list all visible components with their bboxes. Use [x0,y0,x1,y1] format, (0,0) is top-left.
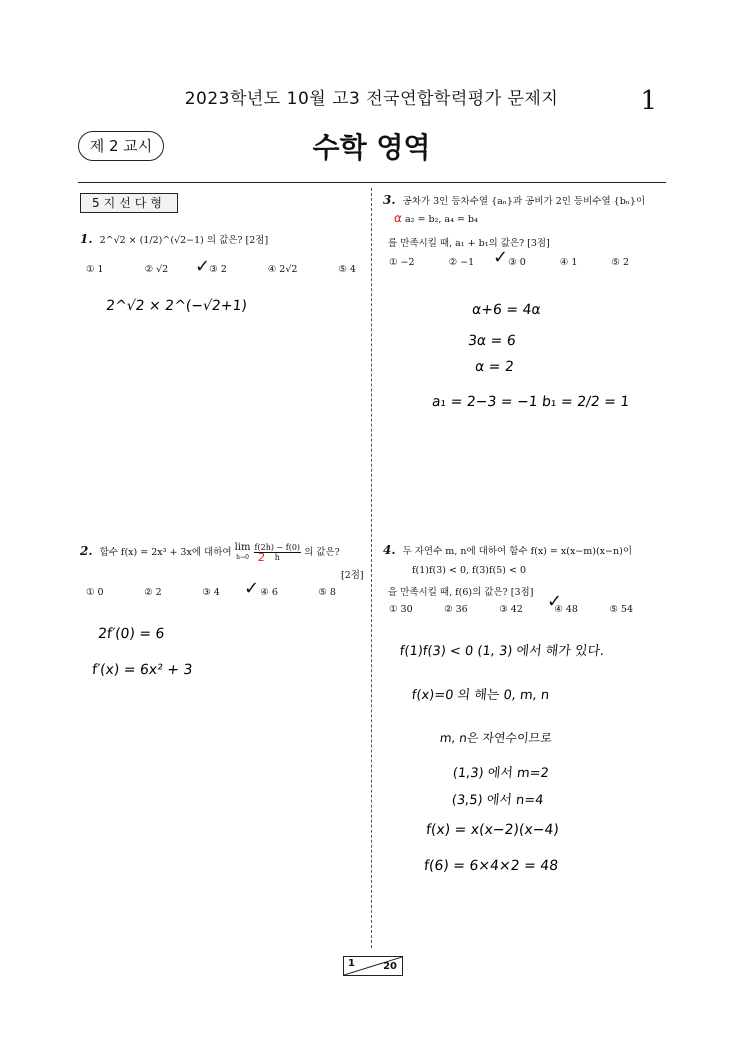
choice[interactable]: ① 0 [86,587,104,598]
choice[interactable]: ⑤ 54 [609,604,633,615]
question-3-stem-line3: 를 만족시킬 때, a₁ + b₁의 값은? [3점] [388,238,550,249]
current-page: 1 [348,958,355,969]
choice[interactable]: ⑤ 4 [338,264,356,275]
question-4-number: 4. [383,543,396,557]
question-1-expr: 2^√2 × (1/2)^(√2−1) [99,235,204,246]
limit-word: lim [234,542,251,553]
question-4-stem-line3: 을 만족시킬 때, f(6)의 값은? [3점] [388,587,534,598]
handwritten-work: (3,5) 에서 n=4 [451,793,545,808]
question-1-suffix: 의 값은? [2점] [206,235,269,246]
choice[interactable]: ① 1 [86,264,104,275]
question-4-stem [383,543,632,557]
red-annotation: α [393,211,403,225]
choice[interactable]: ⑤ 2 [611,257,629,268]
choice[interactable]: ⑤ 8 [318,587,336,598]
choice[interactable]: ② −1 [448,257,475,268]
limit-subscript: h→0 [236,554,249,561]
column-divider [371,188,373,948]
handwritten-work: f(1)f(3) < 0 (1, 3) 에서 해가 있다. [399,644,605,659]
question-2-number: 2. [80,544,93,558]
choice[interactable]: ④ 2√2 [267,264,298,275]
handwritten-work: f′(x) = 6x² + 3 [91,662,194,678]
handwritten-work: α+6 = 4α [471,302,542,318]
choice[interactable]: ④ 48 [554,604,578,615]
question-3-stem-line1: 공차가 3인 등차수열 {aₙ}과 공비가 2인 등비수열 {bₙ}이 [402,196,646,207]
choice[interactable]: ④ 6 [260,587,278,598]
question-2-points: [2점] [341,570,364,581]
choice[interactable]: ② 2 [144,587,162,598]
subject-title: 수학 영역 [312,131,431,164]
handwritten-work: b₁ = 2/2 = 1 [541,394,631,410]
page-indicator [343,956,403,976]
question-2-stem-text: 함수 f(x) = 2x³ + 3x에 대하여 [99,547,232,558]
answer-check-mark: ✓ [195,256,211,277]
handwritten-work: (1,3) 에서 m=2 [452,766,550,781]
handwritten-work: m, n은 자연수이므로 [439,731,553,745]
choice[interactable]: ② √2 [144,264,169,275]
session-badge: 제 2 교시 [78,131,164,161]
answer-check-mark: ✓ [547,591,563,612]
limit-expression [235,543,251,562]
total-pages: 20 [383,961,397,972]
red-annotation: 2 [257,551,266,564]
choice[interactable]: ③ 4 [202,587,220,598]
question-3-condition: a₂ = b₂, a₄ = b₄ [405,214,478,225]
question-4-choices [389,604,633,615]
choice[interactable]: ③ 42 [499,604,523,615]
handwritten-work: f(x) = x(x−2)(x−4) [425,822,560,838]
question-1-choices [86,264,356,275]
handwritten-work: a₁ = 2−3 = −1 [431,394,539,410]
choice[interactable]: ① −2 [389,257,415,268]
choice[interactable]: ① 30 [389,604,413,615]
handwritten-work: f(6) = 6×4×2 = 48 [423,858,559,874]
fraction-numerator: f(2h) − f(0) [254,543,301,552]
choice[interactable]: ④ 1 [559,257,578,268]
choice[interactable]: ② 36 [444,604,468,615]
question-2-suffix: 의 값은? [304,547,340,558]
question-2-stem [80,543,340,562]
question-4-stem-line1: 두 자연수 m, n에 대하여 함수 f(x) = x(x−m)(x−n)이 [402,546,633,557]
fraction-denominator: h [274,553,280,562]
question-3-stem [383,193,645,207]
section-label: 5지선다형 [80,193,178,213]
answer-check-mark: ✓ [493,247,509,268]
header-divider [78,182,666,183]
answer-check-mark: ✓ [244,578,260,599]
question-1-stem [80,232,268,246]
handwritten-work: f(x)=0 의 해는 0, m, n [411,688,550,703]
question-2-choices [86,587,336,598]
handwritten-work: α = 2 [474,359,515,375]
question-3-choices [389,257,629,268]
choice[interactable]: ③ 2 [209,264,227,275]
handwritten-work: 2f′(0) = 6 [97,626,166,642]
choice[interactable]: ③ 0 [508,257,526,268]
handwritten-work: 3α = 6 [467,333,517,349]
page-number: 1 [640,86,657,116]
question-3-number: 3. [383,193,396,207]
question-1-number: 1. [80,232,93,246]
exam-title: 2023학년도 10월 고3 전국연합학력평가 문제지 [184,89,559,109]
question-4-condition: f(1)f(3) < 0, f(3)f(5) < 0 [412,565,527,576]
handwritten-work: 2^√2 × 2^(−√2+1) [105,298,248,314]
